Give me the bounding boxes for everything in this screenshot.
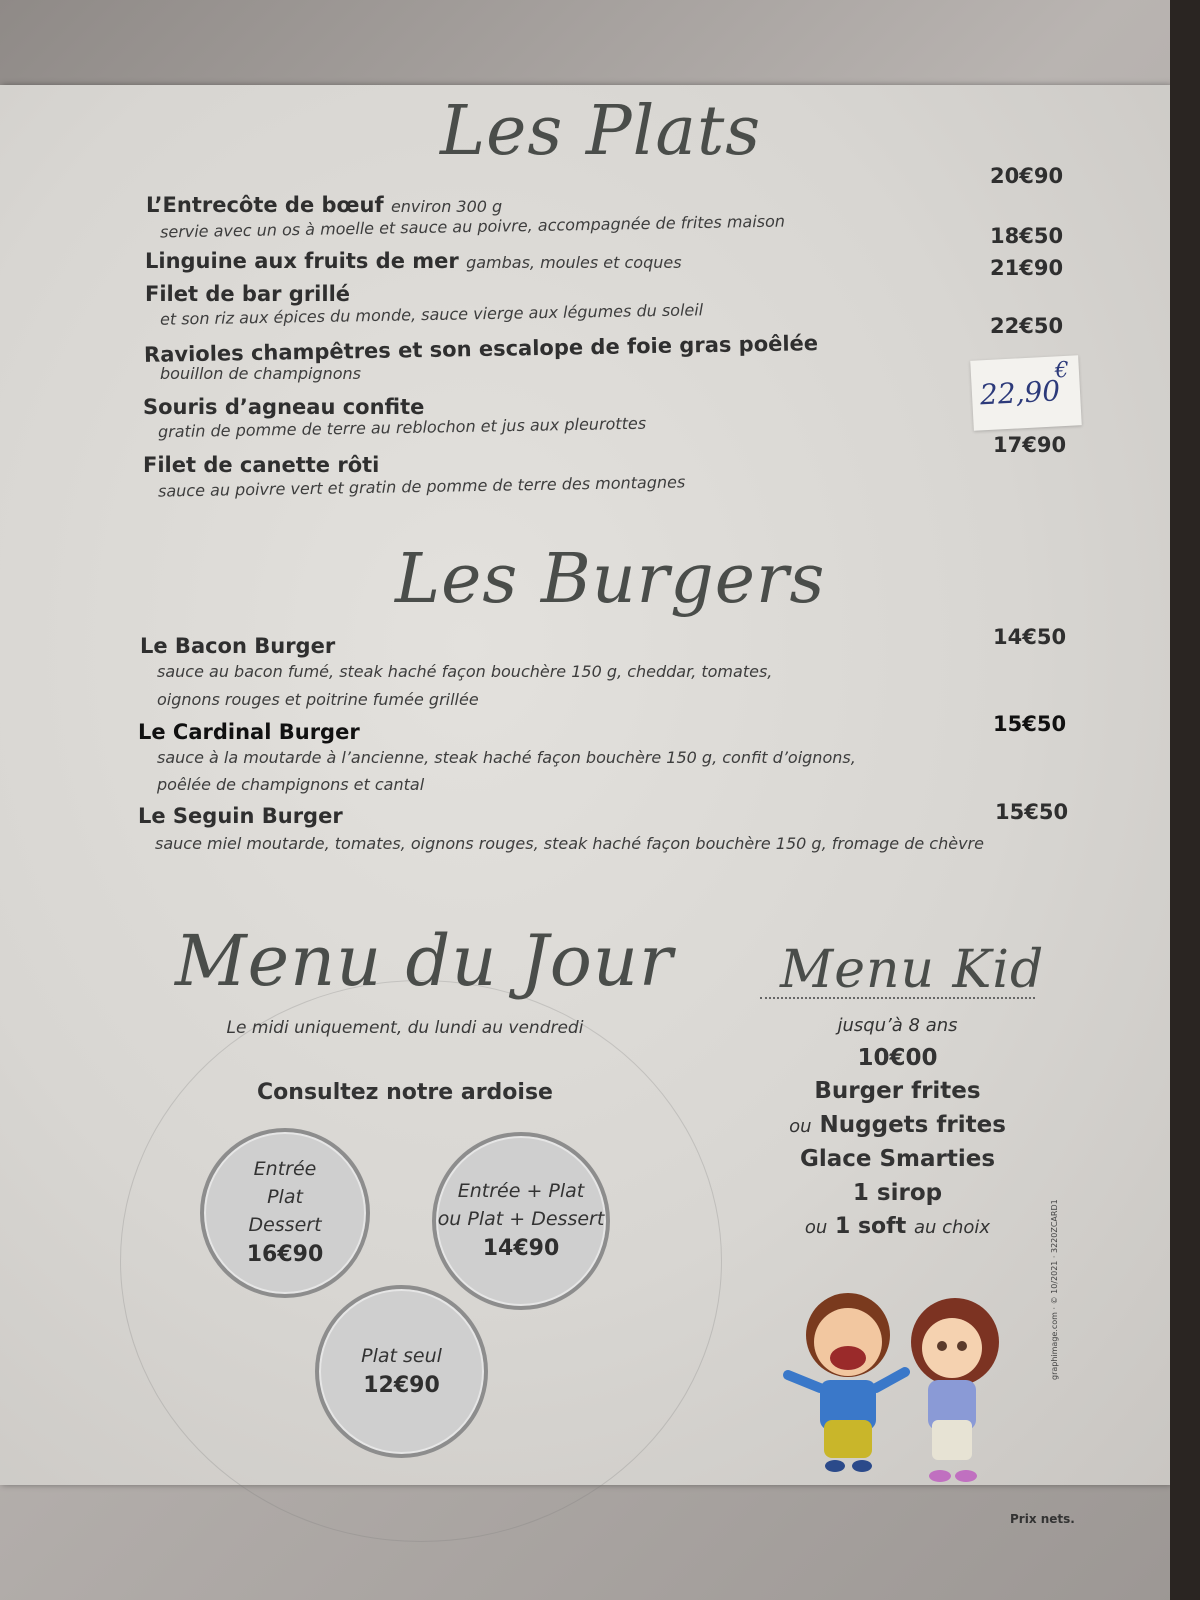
burger-2-desc-2: poêlée de champignons et cantal [157, 775, 425, 794]
burger-1-desc-1: sauce au bacon fumé, steak haché façon bouchère 150 g, cheddar, tomates, [157, 662, 773, 681]
burger-2-price: 15€50 [993, 712, 1067, 736]
menu-kid-line-5 [760, 1214, 1035, 1239]
menu-kid-au-choix: au choix [913, 1217, 991, 1238]
menu-kid-line-4: 1 sirop [852, 1180, 943, 1206]
burger-1-price: 14€50 [993, 625, 1067, 649]
prix-nets-note: Prix nets. [1010, 1512, 1075, 1526]
plat-2-note: gambas, moules et coques [466, 253, 682, 272]
menu-kid-title: Menu Kid [780, 940, 1045, 1000]
menu-kid-line-2 [760, 1112, 1035, 1138]
burger-1-desc-2: oignons rouges et poitrine fumée grillée [157, 690, 479, 709]
burger-2-name: Le Cardinal Burger [138, 720, 360, 744]
plat-4-desc: bouillon de champignons [160, 364, 362, 383]
burgers-title: Les Burgers [395, 540, 826, 619]
formula-1-line-3: Dessert [248, 1214, 322, 1236]
formula-1-line-2: Plat [267, 1186, 303, 1208]
menu-kid-line-3: Glace Smarties [799, 1146, 996, 1172]
plat-1-note: environ 300 g [390, 197, 503, 216]
ardoise-text: Consultez notre ardoise [257, 1080, 553, 1105]
plat-4-name: Ravioles champêtres et son escalope de foie gras poêlée [143, 331, 819, 367]
burger-2-desc-1: sauce à la moutarde à l’ancienne, steak haché façon bouchère 150 g, confit d’oignons, [157, 748, 856, 767]
plat-5-desc: gratin de pomme de terre au reblochon et jus aux pleurottes [157, 413, 647, 442]
plat-3-price: 21€90 [990, 256, 1064, 280]
girl-cartoon-icon [911, 1298, 999, 1482]
menu-du-jour-subtitle: Le midi uniquement, du lundi au vendredi [226, 1018, 584, 1038]
menu-du-jour-circle [120, 980, 722, 1542]
plat-2-price: 18€50 [990, 224, 1064, 248]
formula-2-line-2: ou Plat + Dessert [437, 1208, 605, 1230]
plat-1-title: L’Entrecôte de bœuf [146, 193, 384, 217]
plat-6-desc: sauce au poivre vert et gratin de pomme de terre des montagnes [157, 472, 686, 501]
burger-3-name: Le Seguin Burger [138, 804, 343, 828]
page-edge-shadow [1170, 0, 1200, 1600]
menu-kid-underline [760, 997, 1035, 999]
kids-illustration [780, 1280, 1020, 1495]
handwritten-price-sticker [970, 355, 1082, 431]
handwritten-price: 22,90 [979, 374, 1061, 412]
plat-5-name: Souris d’agneau confite [143, 395, 425, 419]
formula-3-line-1: Plat seul [361, 1344, 442, 1367]
menu-du-jour-title: Menu du Jour [175, 920, 674, 1002]
plats-title: Les Plats [440, 92, 762, 171]
plat-6-name: Filet de canette rôti [143, 453, 380, 477]
formula-3-price: 12€90 [363, 1372, 440, 1398]
burger-1-name: Le Bacon Burger [140, 634, 336, 658]
menu-kid-line-1: Burger frites [814, 1078, 981, 1104]
formula-1-line-1: Entrée [253, 1158, 317, 1180]
menu-kid-ou-1: ou [789, 1116, 812, 1137]
menu-kid-nuggets: Nuggets frites [819, 1112, 1006, 1138]
plat-1-price: 20€90 [990, 164, 1064, 188]
plat-4-price: 22€50 [990, 314, 1064, 338]
plat-3-name: Filet de bar grillé [145, 282, 351, 306]
formula-2-price: 14€90 [482, 1236, 560, 1261]
plat-1-name [146, 193, 502, 217]
formula-1-price: 16€90 [246, 1242, 324, 1267]
printer-credit: graphimage.com · © 10/2021 · 3220ZCARD1 [1050, 1199, 1059, 1380]
plat-1-desc: servie avec un os à moelle et sauce au poivre, accompagnée de frites maison [159, 211, 786, 242]
formula-2-line-1: Entrée + Plat [457, 1180, 585, 1202]
formula-bubble-1 [200, 1128, 370, 1298]
plat-2-name [145, 249, 682, 273]
plat-6-price: 17€90 [993, 433, 1067, 457]
handwritten-currency: € [1054, 357, 1070, 384]
menu-kid-price: 10€00 [857, 1045, 938, 1071]
menu-kid-soft: 1 soft [835, 1214, 907, 1239]
burger-3-desc: sauce miel moutarde, tomates, oignons rouges, steak haché façon bouchère 150 g, fromage de chèvre [155, 834, 984, 853]
formula-bubble-2 [432, 1132, 610, 1310]
burger-3-price: 15€50 [995, 800, 1069, 824]
plat-3-desc: et son riz aux épices du monde, sauce vierge aux légumes du soleil [159, 300, 704, 329]
menu-kid-ou-2: ou [804, 1217, 828, 1238]
plat-2-title: Linguine aux fruits de mer [145, 249, 459, 273]
boy-cartoon-icon [788, 1293, 905, 1472]
menu-kid-age: jusqu’à 8 ans [837, 1015, 958, 1036]
formula-bubble-3 [315, 1285, 488, 1458]
